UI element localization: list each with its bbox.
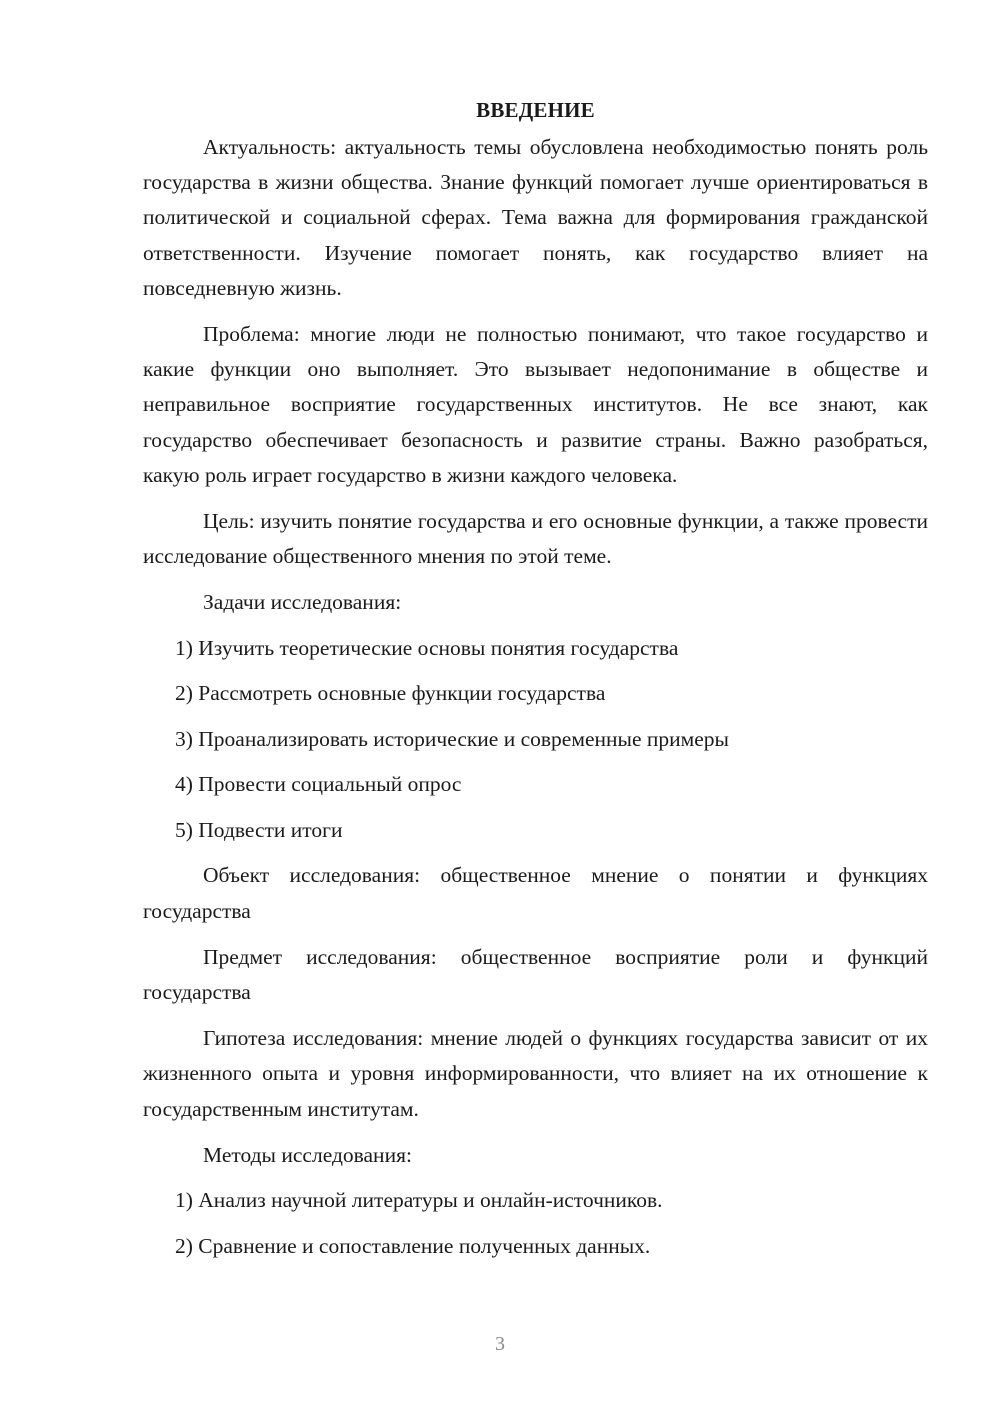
tasks-heading: Задачи исследования: bbox=[203, 590, 402, 615]
page-number: 3 bbox=[495, 1333, 505, 1355]
object-paragraph: Объект исследования: общественное мнение о понятии и функциях государства bbox=[143, 863, 928, 923]
task-item-4: 4) Провести социальный опрос bbox=[175, 772, 462, 797]
method-item-2: 2) Сравнение и сопоставление полученных данных. bbox=[175, 1233, 651, 1258]
goal-paragraph: Цель: изучить понятие государства и его основные функции, а также провести исследование общественного мнения по этой теме. bbox=[143, 509, 928, 569]
task-item-1: 1) Изучить теоретические основы понятия государства bbox=[175, 635, 679, 660]
methods-heading: Методы исследования: bbox=[203, 1142, 412, 1167]
page-title: ВВЕДЕНИЕ bbox=[476, 98, 595, 122]
task-item-2: 2) Рассмотреть основные функции государства bbox=[175, 681, 606, 706]
task-item-3: 3) Проанализировать исторические и современные примеры bbox=[175, 726, 729, 751]
problem-paragraph: Проблема: многие люди не полностью понимают, что такое государство и какие функции оно выполняет. Это вызывает недопонимание в обществе и неправильное восприятие государственных институтов. Не все знают, как государство обеспечивает безопасность и развитие страны. Важно разобраться, какую роль играет государство в жизни каждого человека. bbox=[143, 322, 928, 487]
relevance-paragraph: Актуальность: актуальность темы обусловлена необходимостью понять роль государства в жизни общества. Знание функций помогает лучше ориентироваться в политической и социальной сферах. Тема важна для формирования гражданской ответственности. Изучение помогает понять, как государство влияет на повседневную жизнь. bbox=[143, 135, 928, 300]
task-item-5: 5) Подвести итоги bbox=[175, 817, 343, 842]
method-item-1: 1) Анализ научной литературы и онлайн-источников. bbox=[175, 1188, 663, 1213]
hypothesis-paragraph: Гипотеза исследования: мнение людей о функциях государства зависит от их жизненного опыта и уровня информированности, что влияет на их отношение к государственным институтам. bbox=[143, 1026, 928, 1121]
subject-paragraph: Предмет исследования: общественное восприятие роли и функций государства bbox=[143, 944, 928, 1005]
page-content bbox=[143, 96, 928, 1274]
